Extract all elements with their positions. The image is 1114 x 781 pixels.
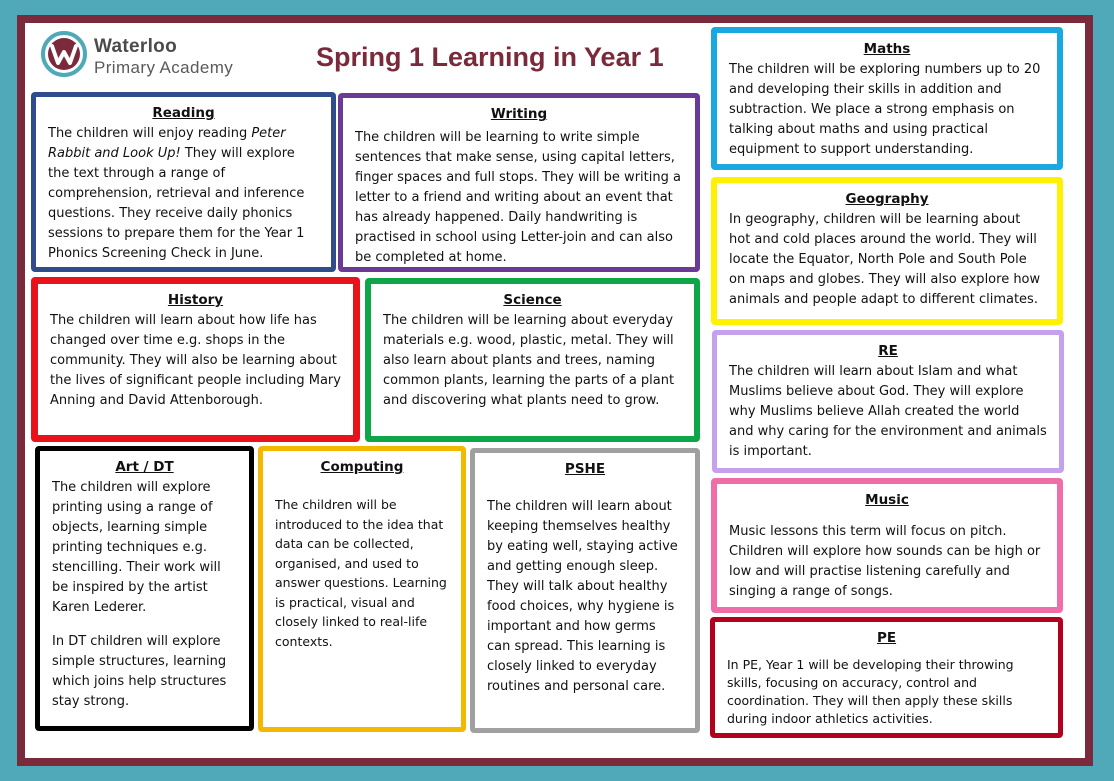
- reading-text: The children will enjoy reading Peter Rabbit and Look Up! They will explore the text through a range of comprehension, retrieval and inference questions. They receive daily phonics sessions to prepare them for the Year 1 Phonics Screening Check in June.: [48, 126, 305, 261]
- computing-heading: Computing: [320, 459, 404, 475]
- re-box: [712, 330, 1064, 473]
- art-dt-box: [35, 446, 254, 731]
- history-box: [31, 277, 360, 442]
- music-heading: Music: [865, 492, 909, 508]
- pshe-text: The children will learn about keeping themselves healthy by eating well, staying active and getting enough sleep. They will talk about healthy food choices, why hygiene is important and how germs can spread. This learning is closely linked to everyday routines and personal care.: [487, 499, 678, 694]
- dt-text: In DT children will explore simple structures, learning which joins help structures stay strong.: [52, 634, 227, 709]
- writing-text: The children will be learning to write simple sentences that make sense, using capital letters, finger spaces and full stops. They will be writing a letter to a friend and writing about an event that has already happened. Daily handwriting is practised in school using Letter-join and can also be completed at home.: [355, 130, 681, 265]
- history-heading: History: [167, 292, 224, 308]
- science-box: [365, 278, 700, 442]
- school-subtitle: Primary Academy: [94, 58, 234, 77]
- art-dt-heading: Art / DT: [115, 459, 174, 475]
- history-text: The children will learn about how life has changed over time e.g. shops in the community. They will also be learning about the lives of significant people including Mary Anning and David Attenborough.: [50, 313, 341, 408]
- school-name: Waterloo: [94, 36, 177, 57]
- pe-text: In PE, Year 1 will be developing their throwing skills, focusing on accuracy, control and coordination. They will then apply these skills during indoor athletics activities.: [727, 657, 1014, 726]
- re-heading: RE: [878, 343, 898, 359]
- geography-box: [711, 177, 1063, 325]
- reading-book-title: Peter Rabbit and Look Up!: [48, 126, 286, 161]
- geography-heading: Geography: [845, 191, 929, 207]
- computing-text: The children will be introduced to the idea that data can be collected, organised, and used to answer questions. Learning is practical, visual and closely linked to real-life contexts.: [275, 497, 447, 649]
- writing-heading: Writing: [490, 106, 548, 122]
- pe-heading: PE: [876, 630, 897, 646]
- maths-heading: Maths: [863, 41, 911, 57]
- computing-box: [258, 446, 466, 732]
- writing-box: [338, 93, 700, 272]
- pshe-heading: PSHE: [564, 461, 606, 477]
- music-box: [711, 478, 1063, 613]
- pe-box: [710, 617, 1063, 738]
- science-text: The children will be learning about everyday materials e.g. wood, plastic, metal. They will also learn about plants and trees, naming common plants, learning the parts of a plant and discovering what plants need to grow.: [383, 313, 675, 408]
- reading-box: [31, 92, 336, 272]
- science-heading: Science: [503, 292, 562, 308]
- music-text: Music lessons this term will focus on pitch. Children will explore how sounds can be high or low and will practise listening carefully and singing a range of songs.: [729, 524, 1041, 599]
- geography-text: In geography, children will be learning about hot and cold places around the world. They will locate the Equator, North Pole and South Pole on maps and globes. They will also explore how animals and people adapt to different climates.: [729, 212, 1041, 307]
- reading-heading: Reading: [152, 105, 215, 121]
- re-text: The children will learn about Islam and what Muslims believe about God. They will explore why Muslims believe Allah created the world and why caring for the environment and animals is important.: [729, 364, 1047, 459]
- school-logo-icon: [40, 30, 88, 78]
- school-logo: [40, 30, 250, 80]
- maths-box: [711, 27, 1063, 170]
- pshe-box: [470, 448, 700, 733]
- page-title: Spring 1 Learning in Year 1: [316, 42, 664, 72]
- maths-text: The children will be exploring numbers up to 20 and developing their skills in addition and subtraction. We place a strong emphasis on talking about maths and using practical equipment to support understanding.: [729, 62, 1041, 157]
- art-text: The children will explore printing using a range of objects, learning simple printing techniques e.g. stencilling. Their work will be inspired by the artist Karen Lederer.: [52, 480, 221, 615]
